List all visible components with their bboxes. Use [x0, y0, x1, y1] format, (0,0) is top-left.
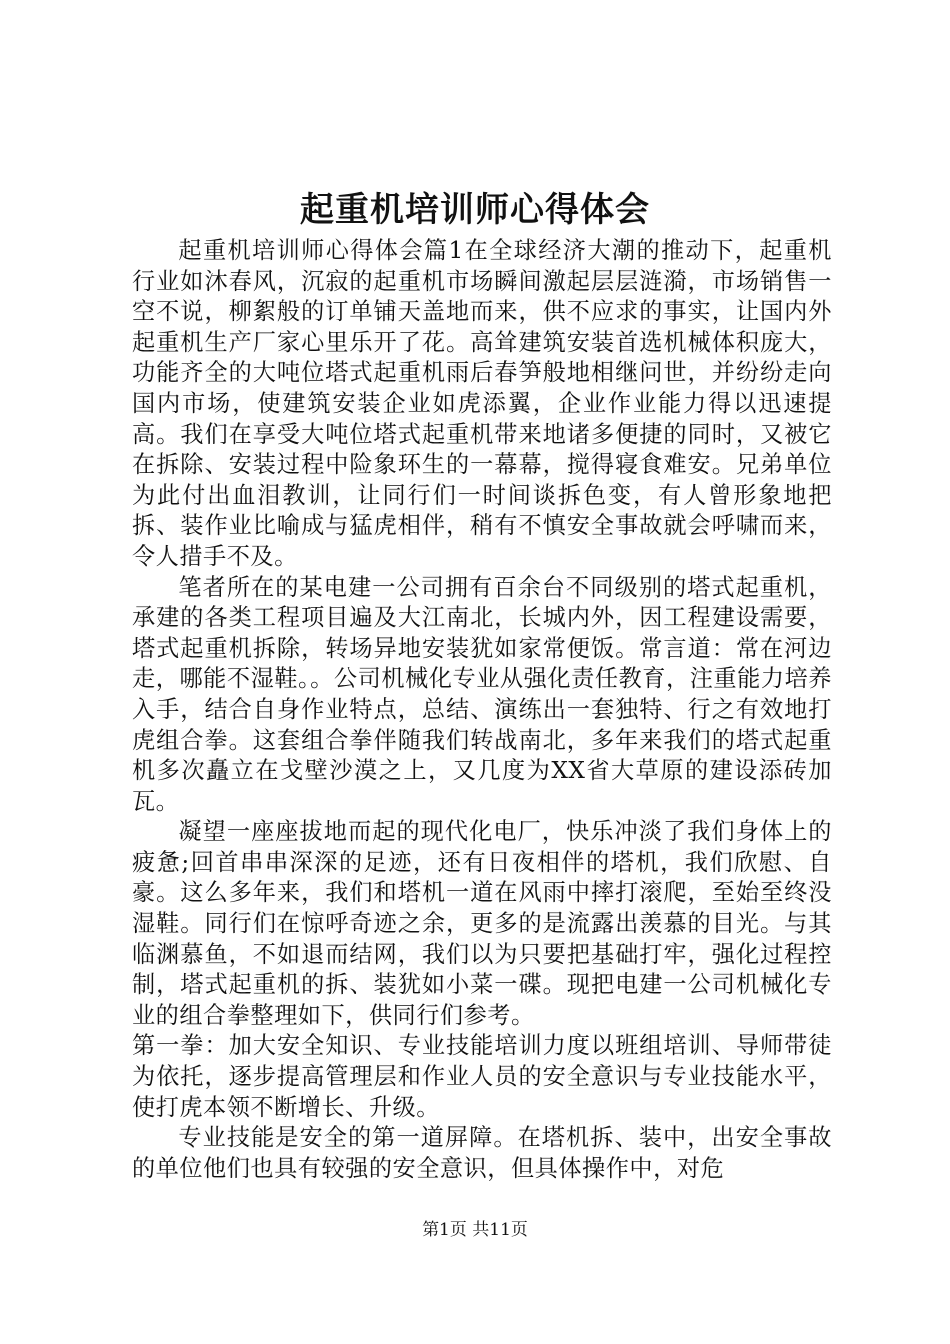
paragraph-2: 笔者所在的某电建一公司拥有百余台不同级别的塔式起重机，承建的各类工程项目遍及大江南北，长城内外，因工程建设需要，塔式起重机拆除，转场异地安装犹如家常便饭。常言道：常在河边走，哪能不湿鞋。。公司机械化专业从强化责任教育，注重能力培养入手，结合自身作业特点，总结、演练出一套独特、行之有效地打虎组合拳。这套组合拳伴随我们转战南北，多年来我们的塔式起重机多次矗立在戈壁沙漠之上，又几度为XX省大草原的建设添砖加瓦。 [132, 573, 832, 815]
paragraph-4: 第一拳：加大安全知识、专业技能培训力度以班组培训、导师带徒为依托，逐步提高管理层和作业人员的安全意识与专业技能水平，使打虎本领不断增长、升级。 [132, 1032, 832, 1121]
paragraph-1: 起重机培训师心得体会篇1在全球经济大潮的推动下，起重机行业如沐春风，沉寂的起重机市场瞬间激起层层涟漪，市场销售一空不说，柳絮般的订单铺天盖地而来，供不应求的事实，让国内外起重机生产厂家心里乐开了花。高耸建筑安装首选机械体积庞大，功能齐全的大吨位塔式起重机雨后春笋般地相继问世，并纷纷走向国内市场，使建筑安装企业如虎添翼，企业作业能力得以迅速提高。我们在享受大吨位塔式起重机带来地诸多便捷的同时，又被它在拆除、安装过程中险象环生的一幕幕，搅得寝食难安。兄弟单位为此付出血泪教训，让同行们一时间谈拆色变，有人曾形象地把拆、装作业比喻成与猛虎相伴，稍有不慎安全事故就会呼啸而来，令人措手不及。 [132, 237, 832, 570]
paragraph-5: 专业技能是安全的第一道屏障。在塔机拆、装中，出安全事故的单位他们也具有较强的安全意识，但具体操作中，对危 [132, 1124, 832, 1182]
page-number-footer: 第1页 共11页 [422, 1220, 528, 1240]
paragraph-3: 凝望一座座拔地而起的现代化电厂，快乐冲淡了我们身体上的疲惫;回首串串深深的足迹，还有日夜相伴的塔机，我们欣慰、自豪。这么多年来，我们和塔机一道在风雨中摔打滚爬，至始至终没湿鞋。同行们在惊呼奇迹之余，更多的是流露出羡慕的目光。与其临渊慕鱼，不如退而结网，我们以为只要把基础打牢，强化过程控制，塔式起重机的拆、装犹如小菜一碟。现把电建一公司机械化专业的组合拳整理如下，供同行们参考。 [132, 818, 832, 1029]
document-title: 起重机培训师心得体会 [300, 190, 650, 230]
document-body [132, 236, 832, 1184]
